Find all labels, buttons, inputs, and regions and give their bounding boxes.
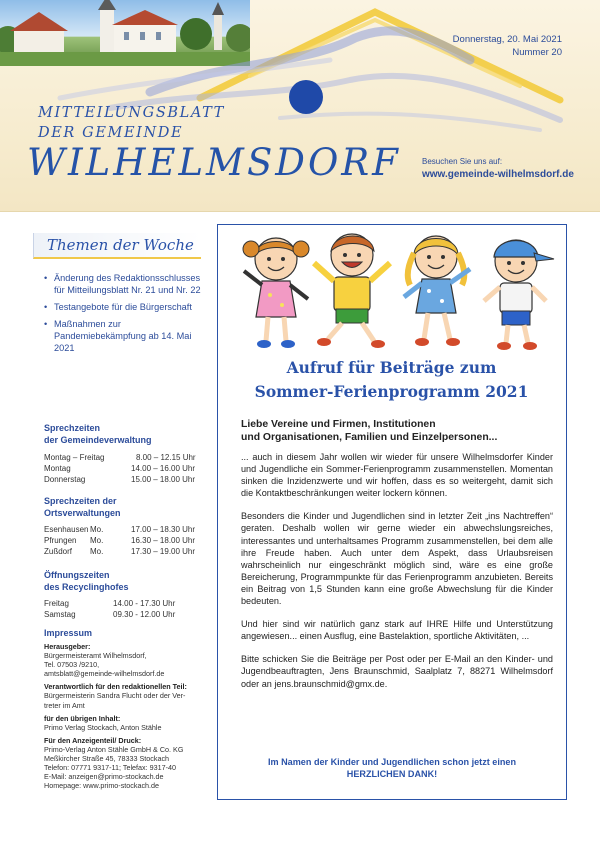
hours-day: Samstag xyxy=(44,610,76,619)
hours-day: Freitag xyxy=(44,599,69,608)
themen-header xyxy=(33,233,201,259)
impressum-label: Für den Anzeigenteil/ Druck: xyxy=(44,735,142,745)
hours-time: 09.30 - 12.00 Uhr xyxy=(113,610,176,619)
impressum-verantwortlich xyxy=(44,682,214,709)
hours-day: Mo. xyxy=(90,536,104,545)
hours-day: Montag xyxy=(44,464,71,473)
greeting-line-1: Liebe Vereine und Firmen, Institutionen xyxy=(241,419,436,430)
hours-place: Esenhausen xyxy=(44,525,89,534)
verwaltung-heading-line-1: Sprechzeiten xyxy=(44,423,101,433)
impressum-line: treter im Amt xyxy=(44,700,85,710)
article-paragraph: Besonders die Kinder und Jugendlichen sind in letzter Zeit „ins Nachtreffen“ geraten. Deshalb wollen wir gerne wieder ein abwechslungsreiches, interessantes und unterhaltsames Programm zusammenstellen, bei dem alle ihre Freude haben. Auch unter dem Aspekt, dass Urlaubsreisen wahrscheinlich nur eingeschränkt möglich sind, wäre es eine große Bereicherung, Programmpunkte für das Ferienprogramm anzubieten. Bereits ein Beitrag von 1,5 Stunden kann eine große Abwechslung für die Kinder bedeuten. xyxy=(241,511,553,607)
impressum-email[interactable]: E-Mail: anzeigen@primo-stockach.de xyxy=(44,772,164,782)
hours-time: 17.00 – 18.30 Uhr xyxy=(131,525,196,534)
closing-line-1: Im Namen der Kinder und Jugendlichen schon jetzt einen xyxy=(267,757,517,767)
hours-day: Donnerstag xyxy=(44,475,86,484)
ortsverwaltung-heading xyxy=(44,495,121,519)
issue-date: Donnerstag, 20. Mai 2021 xyxy=(452,34,562,45)
themen-list xyxy=(44,272,209,359)
article-greeting xyxy=(241,418,551,444)
recyclinghof-heading-line-2: des Recyclinghofes xyxy=(44,582,129,592)
article-closing xyxy=(233,756,551,780)
hours-day: Mo. xyxy=(90,525,104,534)
masthead-title: WILHELMSDORF xyxy=(27,141,401,184)
impressum xyxy=(44,628,214,794)
article-paragraph: Und hier sind wir natürlich ganz stark auf IHRE Hilfe und Unterstützung angewiesen... einen Ausflug, eine Bastelaktion, sportliche Aktivitäten, ... xyxy=(241,619,553,642)
verwaltung-heading xyxy=(44,422,152,446)
impressum-herausgeber xyxy=(44,642,214,678)
impressum-line: Tel. 07503 /9210, xyxy=(44,660,100,670)
issue-info xyxy=(453,33,562,59)
article-title-line-1: Aufruf für Beiträge zum xyxy=(286,358,497,377)
impressum-title: Impressum xyxy=(44,628,93,638)
hours-place: Zußdorf xyxy=(44,547,73,556)
impressum-homepage[interactable]: Homepage: www.primo-stockach.de xyxy=(44,781,160,791)
issue-number: Nummer 20 xyxy=(512,47,562,58)
impressum-uebrig xyxy=(44,714,214,732)
masthead-subtitle xyxy=(38,103,225,143)
themen-item[interactable]: • Maßnahmen zur Pandemiebekämpfung ab 14. Mai 2021 xyxy=(44,318,209,354)
ortsverwaltung-heading-line-2: Ortsverwaltungen xyxy=(44,508,121,518)
hours-time: 14.00 - 17.30 Uhr xyxy=(113,599,176,608)
article-paragraph: ... auch in diesem Jahr wollen wir wieder für unsere Wilhelmsdorfer Kinder und Jugendliche ein Sommer-Ferienprogramm zusammenstellen. Momentan sinken die Inzidenzwerte und wir hoffen, dass es so weitergeht, damit sich die Kontaktbeschränkungen weiter lockern können. xyxy=(241,452,553,499)
article-title xyxy=(218,356,565,404)
hours-time: 8.00 – 12.15 Uhr xyxy=(136,453,196,462)
verwaltung-heading-line-2: der Gemeindeverwaltung xyxy=(44,435,152,445)
hours-place: Pfrungen xyxy=(44,536,77,545)
masthead-line-1: MITTEILUNGSBLATT xyxy=(38,105,225,121)
themen-item[interactable]: • Änderung des Redaktionsschlusses für Mitteilungsblatt Nr. 21 und Nr. 22 xyxy=(44,272,209,296)
article-paragraph: Bitte schicken Sie die Beiträge per Post oder per E-Mail an den Kinder- und Jugendbeauftragten, Jens Braunschmid, Saalplatz 7, 88271 Wilhelmsdorf oder an jens.braunschmid@gmx.de. xyxy=(241,654,553,689)
ortsverwaltung-heading-line-1: Sprechzeiten der xyxy=(44,496,117,506)
recyclinghof-heading-line-1: Öffnungszeiten xyxy=(44,570,110,580)
hours-time: 15.00 – 18.00 Uhr xyxy=(131,475,196,484)
impressum-line: Primo-Verlag Anton Stähle GmbH & Co. KG xyxy=(44,744,184,754)
visit-label: Besuchen Sie uns auf: xyxy=(422,157,503,166)
masthead xyxy=(0,0,600,212)
hours-time: 17.30 – 19.00 Uhr xyxy=(131,547,196,556)
impressum-email[interactable]: amtsblatt@gemeinde-wilhelmsdorf.de xyxy=(44,669,165,679)
impressum-line: Telefon: 07771 9317-11; Telefax: 9317-40 xyxy=(44,763,177,773)
article-title-line-2: Sommer-Ferienprogramm 2021 xyxy=(254,382,529,401)
hours-time: 16.30 – 18.00 Uhr xyxy=(131,536,196,545)
impressum-label: Herausgeber: xyxy=(44,642,91,651)
hours-time: 14.00 – 16.00 Uhr xyxy=(131,464,196,473)
hours-day: Mo. xyxy=(90,547,104,556)
impressum-label: Verantwortlich für den redaktionellen Teil: xyxy=(44,682,187,692)
impressum-anzeigen xyxy=(44,736,214,791)
greeting-line-2: und Organisationen, Familien und Einzelpersonen... xyxy=(241,432,498,443)
article-box xyxy=(217,224,567,800)
impressum-line: Meßkircher Straße 45, 78333 Stockach xyxy=(44,754,170,764)
impressum-line: Bürgermeisteramt Wilhelmsdorf, xyxy=(44,651,147,661)
impressum-label: für den übrigen Inhalt: xyxy=(44,713,121,723)
hours-day: Montag – Freitag xyxy=(44,453,105,462)
website-link[interactable]: www.gemeinde-wilhelmsdorf.de xyxy=(422,169,574,180)
closing-line-2: HERZLICHEN DANK! xyxy=(346,769,438,779)
themen-title: Themen der Woche xyxy=(47,236,194,254)
article-body xyxy=(241,451,553,701)
impressum-line: Primo Verlag Stockach, Anton Stähle xyxy=(44,722,162,732)
impressum-line: Bürgermeisterin Sandra Flucht oder der Ver- xyxy=(44,691,186,701)
children-illustration xyxy=(224,229,560,357)
masthead-line-2: DER GEMEINDE xyxy=(38,125,184,141)
recyclinghof-heading xyxy=(44,569,129,593)
themen-item[interactable]: • Testangebote für die Bürgerschaft xyxy=(44,301,209,313)
